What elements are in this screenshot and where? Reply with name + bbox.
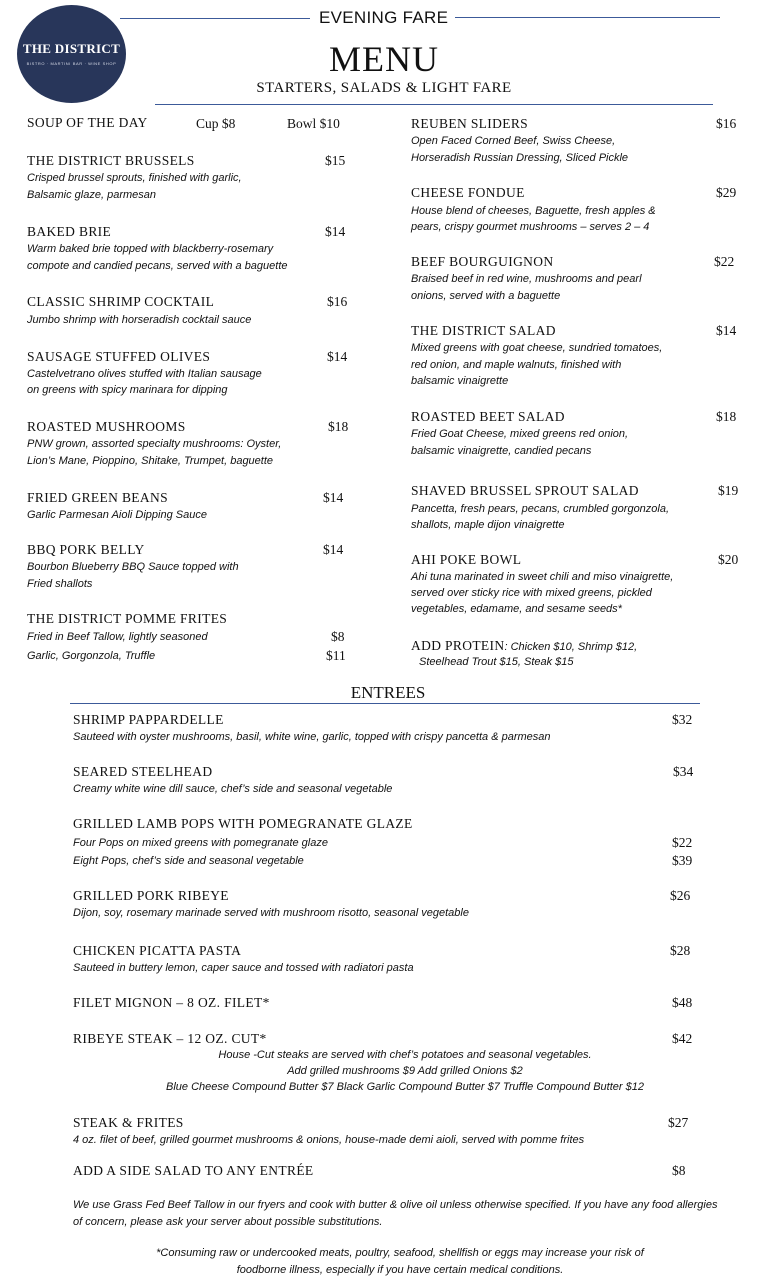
ribeye-steak-name: RIBEYE STEAK – 12 OZ. CUT* [73, 1031, 267, 1046]
reuben-desc-2: Horseradish Russian Dressing, Sliced Pickle [411, 152, 629, 164]
sprout-salad-price: $19 [718, 483, 739, 498]
steak-note-2: Add grilled mushrooms $9 Add grilled Onions $2 [287, 1065, 523, 1077]
sprout-salad-desc-2: shallots, maple dijon vinaigrette [411, 519, 565, 531]
steak-frites-price: $27 [668, 1115, 689, 1130]
district-salad-desc-1: Mixed greens with goat cheese, sundried tomatoes, [411, 342, 663, 354]
steelhead-desc: Creamy white wine dill sauce, chef’s side and seasonal vegetable [73, 783, 393, 795]
add-protein-options-1: : Chicken $10, Shrimp $12, [504, 641, 638, 653]
pork-ribeye-name: GRILLED PORK RIBEYE [73, 888, 229, 903]
starters-rule [155, 104, 713, 105]
pork-ribeye-price: $26 [670, 888, 691, 903]
header-rule-left [120, 18, 310, 19]
logo-name: THE DISTRICT [22, 41, 121, 56]
steak-frites-name: STEAK & FRITES [73, 1115, 184, 1130]
poke-bowl-name: AHI POKE BOWL [411, 552, 522, 567]
green-beans-desc: Garlic Parmesan Aioli Dipping Sauce [27, 509, 207, 521]
pappardelle-desc: Sauteed with oyster mushrooms, basil, white wine, garlic, topped with crispy pancetta & parmesan [73, 731, 551, 743]
pomme-frites-name: THE DISTRICT POMME FRITES [27, 611, 228, 626]
bourguignon-price: $22 [714, 254, 735, 269]
ribeye-steak-price: $42 [672, 1031, 693, 1046]
beet-salad-desc-2: balsamic vinaigrette, candied pecans [411, 445, 592, 457]
fondue-desc-2: pears, crispy gourmet mushrooms – serves 2 – 4 [411, 221, 650, 233]
add-protein-options-2: Steelhead Trout $15, Steak $15 [419, 656, 574, 668]
olives-name: SAUSAGE STUFFED OLIVES [27, 349, 211, 364]
brussels-name: THE DISTRICT BRUSSELS [27, 153, 195, 168]
pappardelle-name: SHRIMP PAPPARDELLE [73, 712, 224, 727]
mushrooms-name: ROASTED MUSHROOMS [27, 419, 186, 434]
side-salad-name: ADD A SIDE SALAD TO ANY ENTRÉE [73, 1163, 314, 1178]
brie-name: BAKED BRIE [27, 224, 112, 239]
poke-bowl-price: $20 [718, 552, 739, 567]
olives-price: $14 [327, 349, 348, 364]
pomme-frites-line-1: Fried in Beef Tallow, lightly seasoned [27, 631, 208, 643]
steelhead-name: SEARED STEELHEAD [73, 764, 213, 779]
pork-ribeye-desc: Dijon, soy, rosemary marinade served with mushroom risotto, seasonal vegetable [73, 907, 469, 919]
steak-note-1: House -Cut steaks are served with chef’s potatoes and seasonal vegetables. [218, 1049, 592, 1061]
olives-desc-2: on greens with spicy marinara for dipping [27, 384, 228, 396]
soup-name: SOUP OF THE DAY [27, 115, 148, 130]
brie-price: $14 [325, 224, 346, 239]
tallow-notice: We use Grass Fed Beef Tallow in our fryers and cook with butter & olive oil unless otherwise specified. If you have any food allergies of concern, please ask your server about possible substitutions. [73, 1199, 718, 1228]
beet-salad-desc-1: Fried Goat Cheese, mixed greens red onion, [411, 428, 629, 440]
entrees-rule [70, 703, 700, 704]
consumption-warning-2: foodborne illness, especially if you have certain medical conditions. [236, 1264, 564, 1276]
lamb-pops-price-2: $39 [672, 853, 693, 868]
shrimp-cocktail-price: $16 [327, 294, 348, 309]
bourguignon-name: BEEF BOURGUIGNON [411, 254, 554, 269]
brussels-desc-1: Crisped brussel sprouts, finished with garlic, [27, 172, 242, 184]
reuben-desc-1: Open Faced Corned Beef, Swiss Cheese, [411, 135, 616, 147]
sprout-salad-desc-1: Pancetta, fresh pears, pecans, crumbled gorgonzola, [411, 503, 670, 515]
steak-note-3: Blue Cheese Compound Butter $7 Black Garlic Compound Butter $7 Truffle Compound Butter $12 [166, 1081, 644, 1093]
poke-bowl-desc-3: vegetables, edamame, and sesame seeds* [411, 603, 622, 615]
beet-salad-name: ROASTED BEET SALAD [411, 409, 565, 424]
soup-bowl-price: Bowl $10 [287, 116, 340, 131]
lamb-pops-line-2: Eight Pops, chef’s side and seasonal vegetable [73, 855, 304, 867]
fondue-name: CHEESE FONDUE [411, 185, 525, 200]
header-rule-right [455, 17, 720, 18]
side-salad-price: $8 [672, 1163, 686, 1178]
pappardelle-price: $32 [672, 712, 693, 727]
brussels-desc-2: Balsamic glaze, parmesan [27, 189, 157, 201]
brussels-price: $15 [325, 153, 346, 168]
picatta-desc: Sauteed in buttery lemon, caper sauce and tossed with radiatori pasta [73, 962, 414, 974]
evening-fare-label: EVENING FARE [319, 8, 449, 27]
steelhead-price: $34 [673, 764, 694, 779]
pomme-frites-price-2: $11 [326, 648, 346, 663]
reuben-price: $16 [716, 116, 737, 131]
brie-desc-1: Warm baked brie topped with blackberry-rosemary [27, 243, 274, 255]
olives-desc-1: Castelvetrano olives stuffed with Italian sausage [27, 368, 262, 380]
menu-title: MENU [329, 39, 439, 79]
add-protein-line-1 [411, 637, 637, 655]
pork-belly-price: $14 [323, 542, 344, 557]
fondue-desc-1: House blend of cheeses, Baguette, fresh apples & [411, 205, 656, 217]
bourguignon-desc-1: Braised beef in red wine, mushrooms and pearl [411, 273, 642, 285]
lamb-pops-name: GRILLED LAMB POPS WITH POMEGRANATE GLAZE [73, 816, 413, 831]
picatta-name: CHICKEN PICATTA PASTA [73, 943, 242, 958]
mushrooms-price: $18 [328, 419, 349, 434]
mushrooms-desc-2: Lion’s Mane, Pioppino, Shitake, Trumpet, baguette [27, 455, 274, 467]
pork-belly-desc-1: Bourbon Blueberry BBQ Sauce topped with [27, 561, 239, 573]
logo-tagline: BISTRO · MARTINI BAR · WINE SHOP [26, 61, 117, 66]
green-beans-name: FRIED GREEN BEANS [27, 490, 168, 505]
pomme-frites-line-2: Garlic, Gorgonzola, Truffle [27, 650, 156, 662]
starters-section-title: STARTERS, SALADS & LIGHT FARE [256, 80, 512, 96]
filet-mignon-name: FILET MIGNON – 8 OZ. FILET* [73, 995, 270, 1010]
add-protein-label: ADD PROTEIN [411, 638, 505, 653]
pork-belly-desc-2: Fried shallots [27, 578, 93, 590]
pomme-frites-price-1: $8 [331, 629, 345, 644]
shrimp-cocktail-desc: Jumbo shrimp with horseradish cocktail sauce [27, 314, 252, 326]
mushrooms-desc-1: PNW grown, assorted specialty mushrooms: Oyster, [27, 438, 282, 450]
brie-desc-2: compote and candied pecans, served with a baguette [27, 260, 288, 272]
steak-frites-desc: 4 oz. filet of beef, grilled gourmet mushrooms & onions, house-made demi aioli, served with pomme frites [73, 1134, 585, 1146]
bourguignon-desc-2: onions, served with a baguette [411, 290, 561, 302]
lamb-pops-line-1: Four Pops on mixed greens with pomegranate glaze [73, 837, 328, 849]
poke-bowl-desc-2: served over sticky rice with mixed greens, pickled [411, 587, 652, 599]
district-salad-desc-3: balsamic vinaigrette [411, 375, 509, 387]
shrimp-cocktail-name: CLASSIC SHRIMP COCKTAIL [27, 294, 215, 309]
soup-cup-price: Cup $8 [196, 116, 236, 131]
sprout-salad-name: SHAVED BRUSSEL SPROUT SALAD [411, 483, 639, 498]
entrees-section-title: ENTREES [350, 683, 426, 702]
beet-salad-price: $18 [716, 409, 737, 424]
fondue-price: $29 [716, 185, 737, 200]
green-beans-price: $14 [323, 490, 344, 505]
poke-bowl-desc-1: Ahi tuna marinated in sweet chili and miso vinaigrette, [411, 571, 674, 583]
district-salad-name: THE DISTRICT SALAD [411, 323, 556, 338]
filet-mignon-price: $48 [672, 995, 693, 1010]
picatta-price: $28 [670, 943, 691, 958]
district-salad-price: $14 [716, 323, 737, 338]
reuben-name: REUBEN SLIDERS [411, 116, 529, 131]
lamb-pops-price-1: $22 [672, 835, 693, 850]
pork-belly-name: BBQ PORK BELLY [27, 542, 145, 557]
consumption-warning-1: *Consuming raw or undercooked meats, poultry, seafood, shellfish or eggs may increase your risk of [156, 1247, 644, 1259]
district-salad-desc-2: red onion, and maple walnuts, finished with [411, 359, 622, 371]
